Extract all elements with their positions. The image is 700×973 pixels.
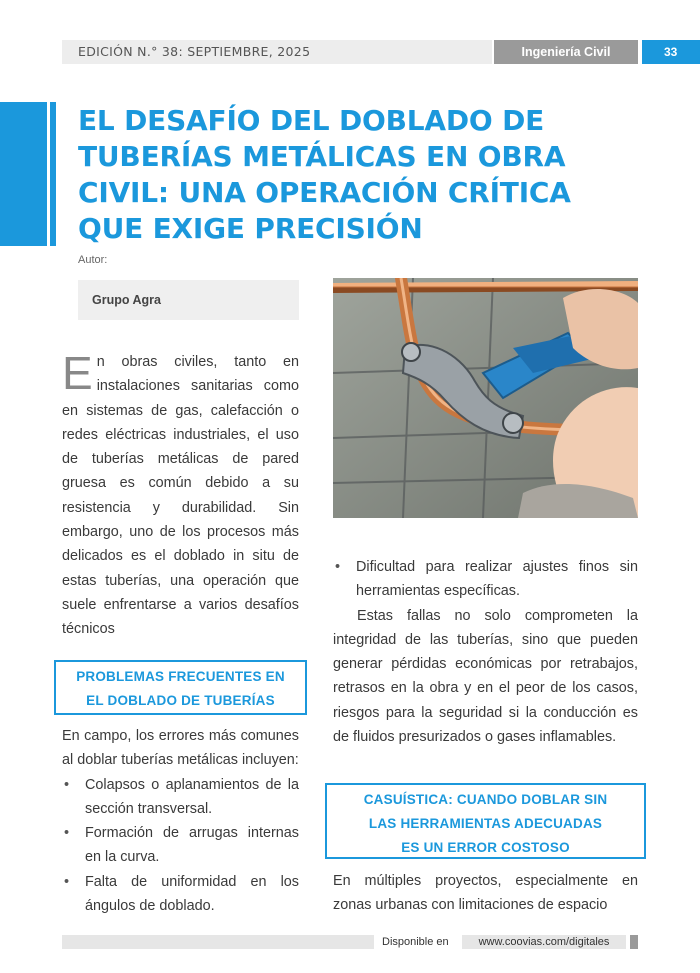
case-study-text: En múltiples proyectos, especialmente en zonas urbanas con limitaciones de espacio xyxy=(333,873,638,914)
footer-end-block xyxy=(630,935,638,949)
title-accent-block xyxy=(0,102,47,246)
problems-body xyxy=(62,724,299,918)
right-column-body xyxy=(333,555,638,749)
problems-list-continued xyxy=(333,555,638,604)
section-label: Ingeniería Civil xyxy=(494,40,638,64)
list-item: • Formación de arrugas internas en la curva. xyxy=(62,821,299,870)
footer-url-link[interactable]: www.coovias.com/digitales xyxy=(462,935,626,949)
section-heading-line: LAS HERRAMIENTAS ADECUADAS xyxy=(368,816,603,831)
title-accent-line xyxy=(50,102,56,246)
section-heading-line: CASUÍSTICA: CUANDO DOBLAR SIN xyxy=(363,792,608,807)
problems-lead: En campo, los errores más comunes al doblar tuberías metálicas incluyen: xyxy=(62,728,299,769)
footer-bar xyxy=(62,935,374,949)
edition-label: EDICIÓN N.° 38: SEPTIEMBRE, 2025 xyxy=(78,44,311,59)
article-title: EL DESAFÍO DEL DOBLADO DE TUBERÍAS METÁLICAS EN OBRA CIVIL: UNA OPERACIÓN CRÍTICA QUE EXIGE PRECISIÓN xyxy=(78,104,571,245)
author-label: Autor: xyxy=(78,254,108,266)
author-name: Grupo Agra xyxy=(92,293,161,307)
section-heading-case-study xyxy=(325,783,646,859)
page-number: 33 xyxy=(642,40,700,64)
section-heading-line: ES UN ERROR COSTOSO xyxy=(401,840,570,855)
footer-available-label: Disponible en xyxy=(382,936,449,948)
list-item: • Falta de uniformidad en los ángulos de doblado. xyxy=(62,870,299,919)
intro-text: n obras civiles, tanto en instalaciones sanitarias como en sistemas de gas, calefacción o redes eléctricas industriales, el uso de tuberías metálicas de pared gruesa es común debido a su resistencia y durabilidad. Sin embargo, uno de los procesos más delicados es el doblado in situ de estas tuberías, una operación que suele enfrentarse a varios desafíos técnicos xyxy=(62,354,299,638)
section-heading-problems xyxy=(54,660,307,715)
intro-paragraph xyxy=(62,347,299,642)
pipe-bending-illustration xyxy=(333,278,638,518)
list-item: • Dificultad para realizar ajustes finos sin herramientas específicas. xyxy=(333,555,638,604)
drop-cap: E xyxy=(62,347,93,399)
section-heading-line: EL DOBLADO DE TUBERÍAS xyxy=(86,693,275,708)
pipe-bending-photo xyxy=(333,278,638,518)
case-study-body xyxy=(333,869,638,918)
problems-list xyxy=(62,773,299,919)
section-heading-line: PROBLEMAS FRECUENTES EN xyxy=(76,669,285,684)
problems-closing: Estas fallas no solo comprometen la integridad de las tuberías, sino que pueden generar pérdidas económicas por retrabajos, retrasos en la obra y en el peor de los casos, riesgos para la seguridad si la conducción es de fluidos presurizados o gases inflamables. xyxy=(333,607,638,746)
list-item: • Colapsos o aplanamientos de la sección transversal. xyxy=(62,773,299,822)
